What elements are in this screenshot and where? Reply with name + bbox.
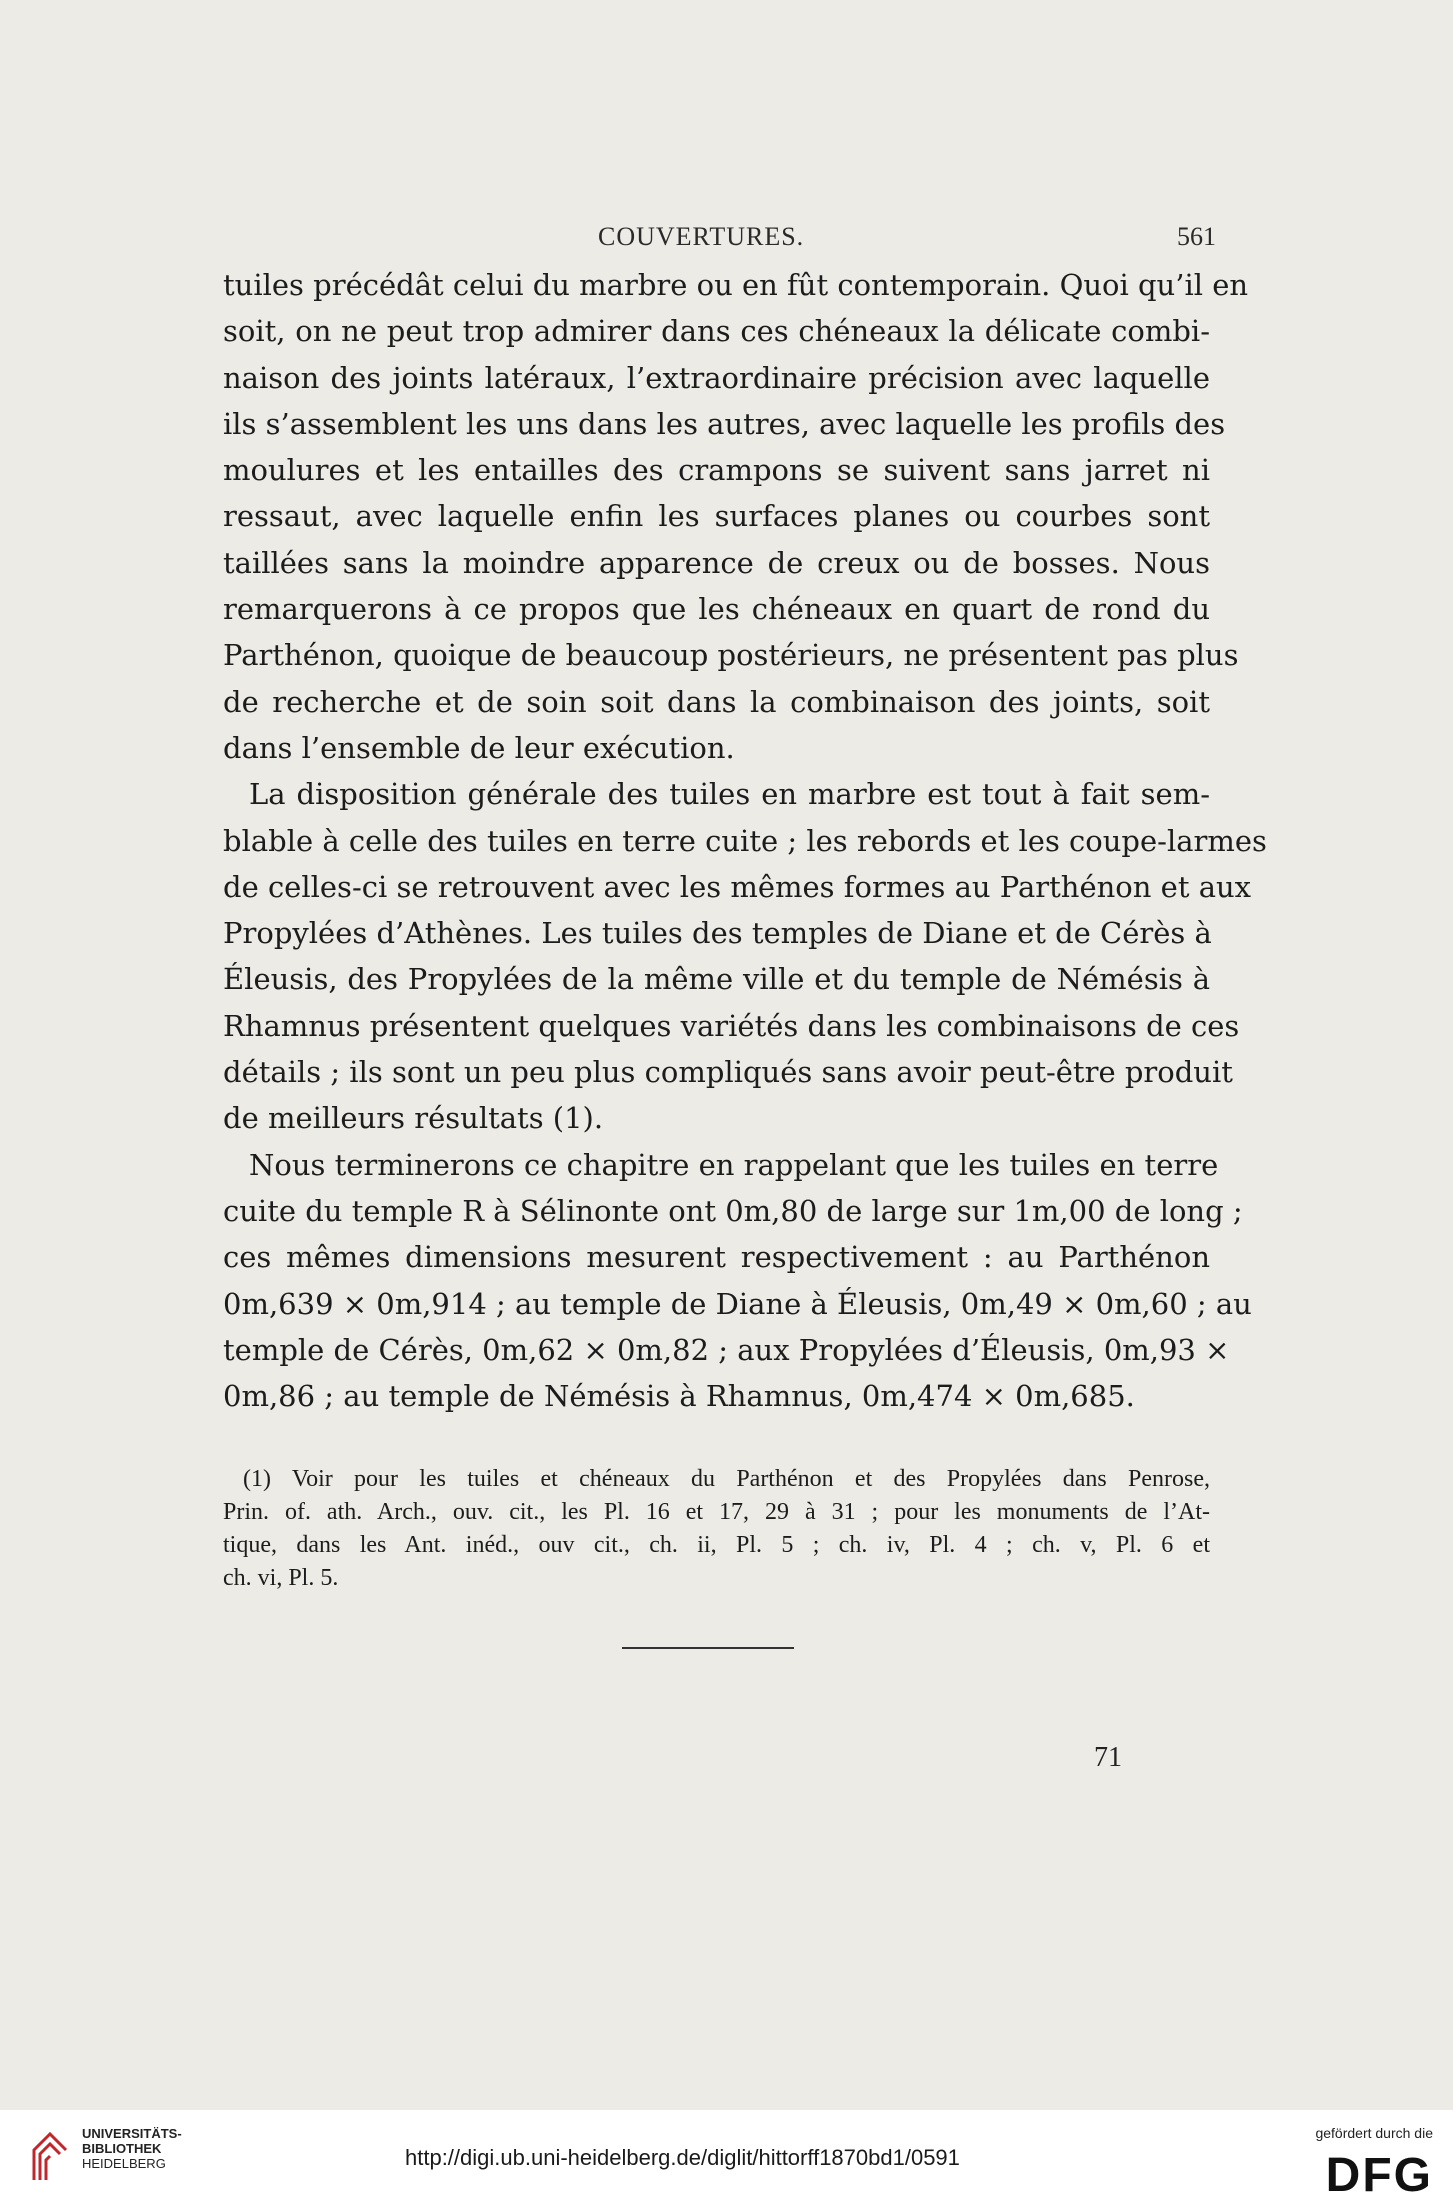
text-line: 0m,639 × 0m,914 ; au temple de Diane à Éleusis, 0m,49 × 0m,60 ; au	[223, 1286, 1252, 1321]
library-name-line: HEIDELBERG	[82, 2156, 166, 2171]
section-divider	[622, 1647, 794, 1649]
text-line: 0m,86 ; au temple de Némésis à Rhamnus, 0m,474 × 0m,685.	[223, 1379, 1135, 1414]
text-line: La disposition générale des tuiles en marbre est tout à fait sem-	[249, 777, 1210, 812]
body-text	[223, 262, 1267, 1419]
text-line: Parthénon, quoique de beaucoup postérieurs, ne présentent pas plus	[223, 638, 1239, 673]
sheet-number: 71	[1094, 1742, 1122, 1773]
text-line: tuiles précédât celui du marbre ou en fût contemporain. Quoi qu’il en	[223, 268, 1249, 302]
running-head	[223, 222, 1228, 252]
text-line: remarquerons à ce propos que les chéneaux en quart de rond du	[223, 592, 1210, 627]
footnote-line: (1) Voir pour les tuiles et chéneaux du Parthénon et des Propylées dans Penrose,	[243, 1466, 1210, 1492]
footnote-line: ch. vi, Pl. 5.	[223, 1565, 339, 1591]
running-title: COUVERTURES.	[598, 222, 805, 251]
library-name	[82, 2126, 232, 2171]
university-library-logo-icon[interactable]	[30, 2120, 70, 2184]
footnote	[223, 1463, 1210, 1595]
paragraph-2	[223, 771, 1267, 1141]
sponsor-text: gefördert durch die	[1315, 2125, 1433, 2141]
dfg-logo[interactable]: DFG	[1325, 2149, 1433, 2202]
text-line: détails ; ils sont un peu plus compliqués sans avoir peut-être produit	[223, 1055, 1233, 1090]
text-line: dans l’ensemble de leur exécution.	[223, 730, 735, 765]
text-line: cuite du temple R à Sélinonte ont 0m,80 de large sur 1m,00 de long ;	[223, 1193, 1243, 1228]
text-line: moulures et les entailles des crampons se suivent sans jarret ni	[223, 453, 1210, 488]
library-name-line: UNIVERSITÄTS-	[82, 2126, 182, 2141]
paragraph-1	[223, 262, 1249, 771]
paragraph-3	[223, 1142, 1252, 1420]
permalink[interactable]: http://digi.ub.uni-heidelberg.de/diglit/hittorff1870bd1/0591	[405, 2145, 960, 2170]
footnote-line: Prin. of. ath. Arch., ouv. cit., les Pl. 16 et 17, 29 à 31 ; pour les monuments de l’At-	[223, 1499, 1210, 1525]
text-line: soit, on ne peut trop admirer dans ces chéneaux la délicate combi-	[223, 314, 1210, 349]
text-line: Rhamnus présentent quelques variétés dans les combinaisons de ces	[223, 1008, 1240, 1043]
library-name-line: BIBLIOTHEK	[82, 2141, 162, 2156]
text-line: de meilleurs résultats (1).	[223, 1101, 604, 1136]
text-line: naison des joints latéraux, l’extraordinaire précision avec laquelle	[223, 360, 1210, 395]
text-line: blable à celle des tuiles en terre cuite ; les rebords et les coupe-larmes	[223, 823, 1267, 858]
text-line: Propylées d’Athènes. Les tuiles des temples de Diane et de Cérès à	[223, 916, 1212, 951]
footnote-line: tique, dans les Ant. inéd., ouv cit., ch. ii, Pl. 5 ; ch. iv, Pl. 4 ; ch. v, Pl. 6 et	[223, 1532, 1210, 1558]
text-line: ils s’assemblent les uns dans les autres, avec laquelle les profils des	[223, 406, 1226, 441]
text-line: ressaut, avec laquelle enfin les surfaces planes ou courbes sont	[223, 499, 1210, 534]
text-line: Éleusis, des Propylées de la même ville et du temple de Némésis à	[223, 962, 1210, 997]
text-line: de celles-ci se retrouvent avec les mêmes formes au Parthénon et aux	[223, 869, 1252, 904]
text-line: Nous terminerons ce chapitre en rappelant que les tuiles en terre	[249, 1147, 1219, 1182]
text-line: taillées sans la moindre apparence de creux ou de bosses. Nous	[223, 545, 1210, 580]
page-number: 561	[1177, 222, 1216, 251]
text-line: ces mêmes dimensions mesurent respectivement : au Parthénon	[223, 1240, 1210, 1275]
text-line: temple de Cérès, 0m,62 × 0m,82 ; aux Propylées d’Éleusis, 0m,93 ×	[223, 1332, 1230, 1367]
text-line: de recherche et de soin soit dans la combinaison des joints, soit	[223, 684, 1210, 719]
